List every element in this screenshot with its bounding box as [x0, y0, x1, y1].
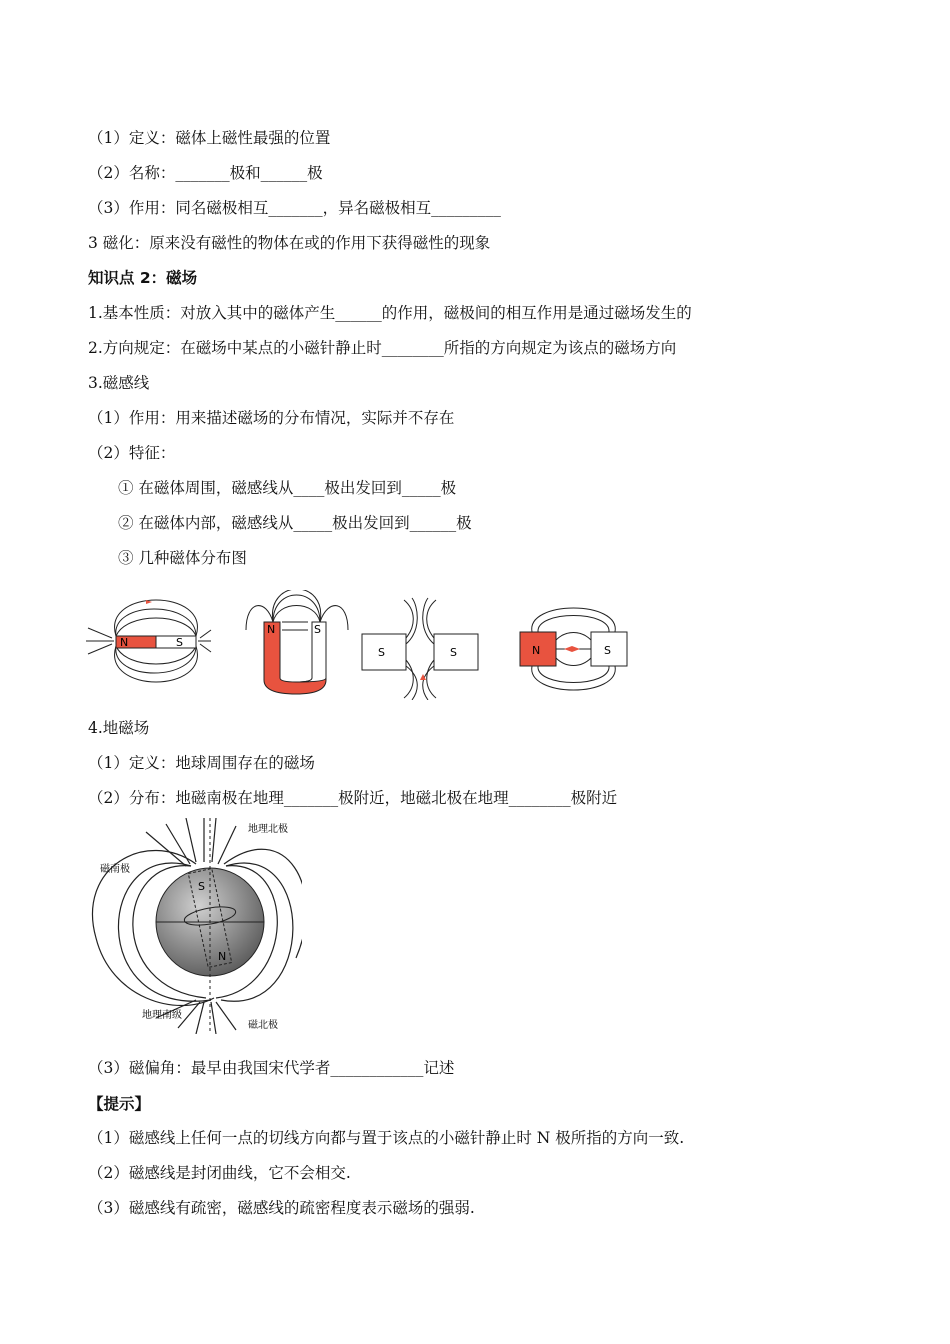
geomagnetic-heading: 4.地磁场: [88, 719, 150, 737]
geo-south-label: 地理南级: [142, 1010, 182, 1021]
earth-n-label: N: [218, 950, 227, 963]
geomagnetic-definition-line: （1）定义：地球周围存在的磁场: [88, 754, 315, 772]
tip-1-line: （1）磁感线上任何一点的切线方向都与置于该点的小磁针静止时 N 极所指的方向一致.: [88, 1129, 685, 1147]
bar-magnet-diagram: [86, 600, 211, 682]
unlike-s-label: S: [604, 644, 611, 657]
magnetization-line: 3 磁化：原来没有磁性的物体在或的作用下获得磁性的现象: [88, 234, 491, 252]
section-heading-2: 知识点 2：磁场: [88, 269, 198, 287]
field-lines-use-line: （1）作用：用来描述磁场的分布情况，实际并不存在: [88, 409, 455, 427]
geo-north-label: 地理北极: [248, 824, 288, 835]
tip-3-line: （3）磁感线有疏密，磁感线的疏密程度表示磁场的强弱.: [88, 1199, 475, 1217]
like-left-s-label: S: [378, 646, 385, 659]
definition-line: （1）定义：磁体上磁性最强的位置: [88, 129, 331, 147]
field-lines-heading: 3.磁感线: [88, 374, 150, 392]
magnet-field-diagrams: [86, 590, 646, 700]
bar-magnet-s-label: S: [176, 636, 183, 649]
unlike-n-label: N: [532, 644, 541, 657]
earth-magnetic-field-diagram: [86, 818, 302, 1034]
field-lines-feature-line: （2）特征：: [88, 444, 176, 462]
direction-rule-line: 2.方向规定：在磁场中某点的小磁针静止时________所指的方向规定为该点的磁场方向: [88, 339, 677, 357]
effect-line: （3）作用：同名磁极相互_______，异名磁极相互_________: [88, 199, 501, 217]
like-right-s-label: S: [450, 646, 457, 659]
earth-s-label: S: [198, 880, 205, 893]
tip-2-line: （2）磁感线是封闭曲线，它不会相交.: [88, 1164, 351, 1182]
declination-line: （3）磁偏角：最早由我国宋代学者____________记述: [88, 1059, 455, 1077]
feature-diagrams-line: ③ 几种磁体分布图: [118, 549, 247, 567]
horseshoe-s-label: S: [314, 623, 321, 636]
bar-magnet-n-label: N: [120, 636, 129, 649]
mag-north-label: 磁北极: [248, 1020, 278, 1031]
mag-south-label: 磁南极: [100, 864, 130, 875]
basic-property-line: 1.基本性质：对放入其中的磁体产生______的作用，磁极间的相互作用是通过磁场发生的: [88, 304, 692, 322]
geomagnetic-distribution-line: （2）分布：地磁南极在地理_______极附近，地磁北极在地理________极附近: [88, 789, 618, 807]
horseshoe-magnet-diagram: [246, 590, 348, 694]
horseshoe-n-label: N: [267, 623, 276, 636]
tips-heading: 【提示】: [88, 1095, 151, 1113]
feature-inside-line: ② 在磁体内部，磁感线从_____极出发回到______极: [118, 514, 472, 532]
feature-outside-line: ① 在磁体周围，磁感线从____极出发回到_____极: [118, 479, 457, 497]
name-line: （2）名称：_______极和______极: [88, 164, 323, 182]
